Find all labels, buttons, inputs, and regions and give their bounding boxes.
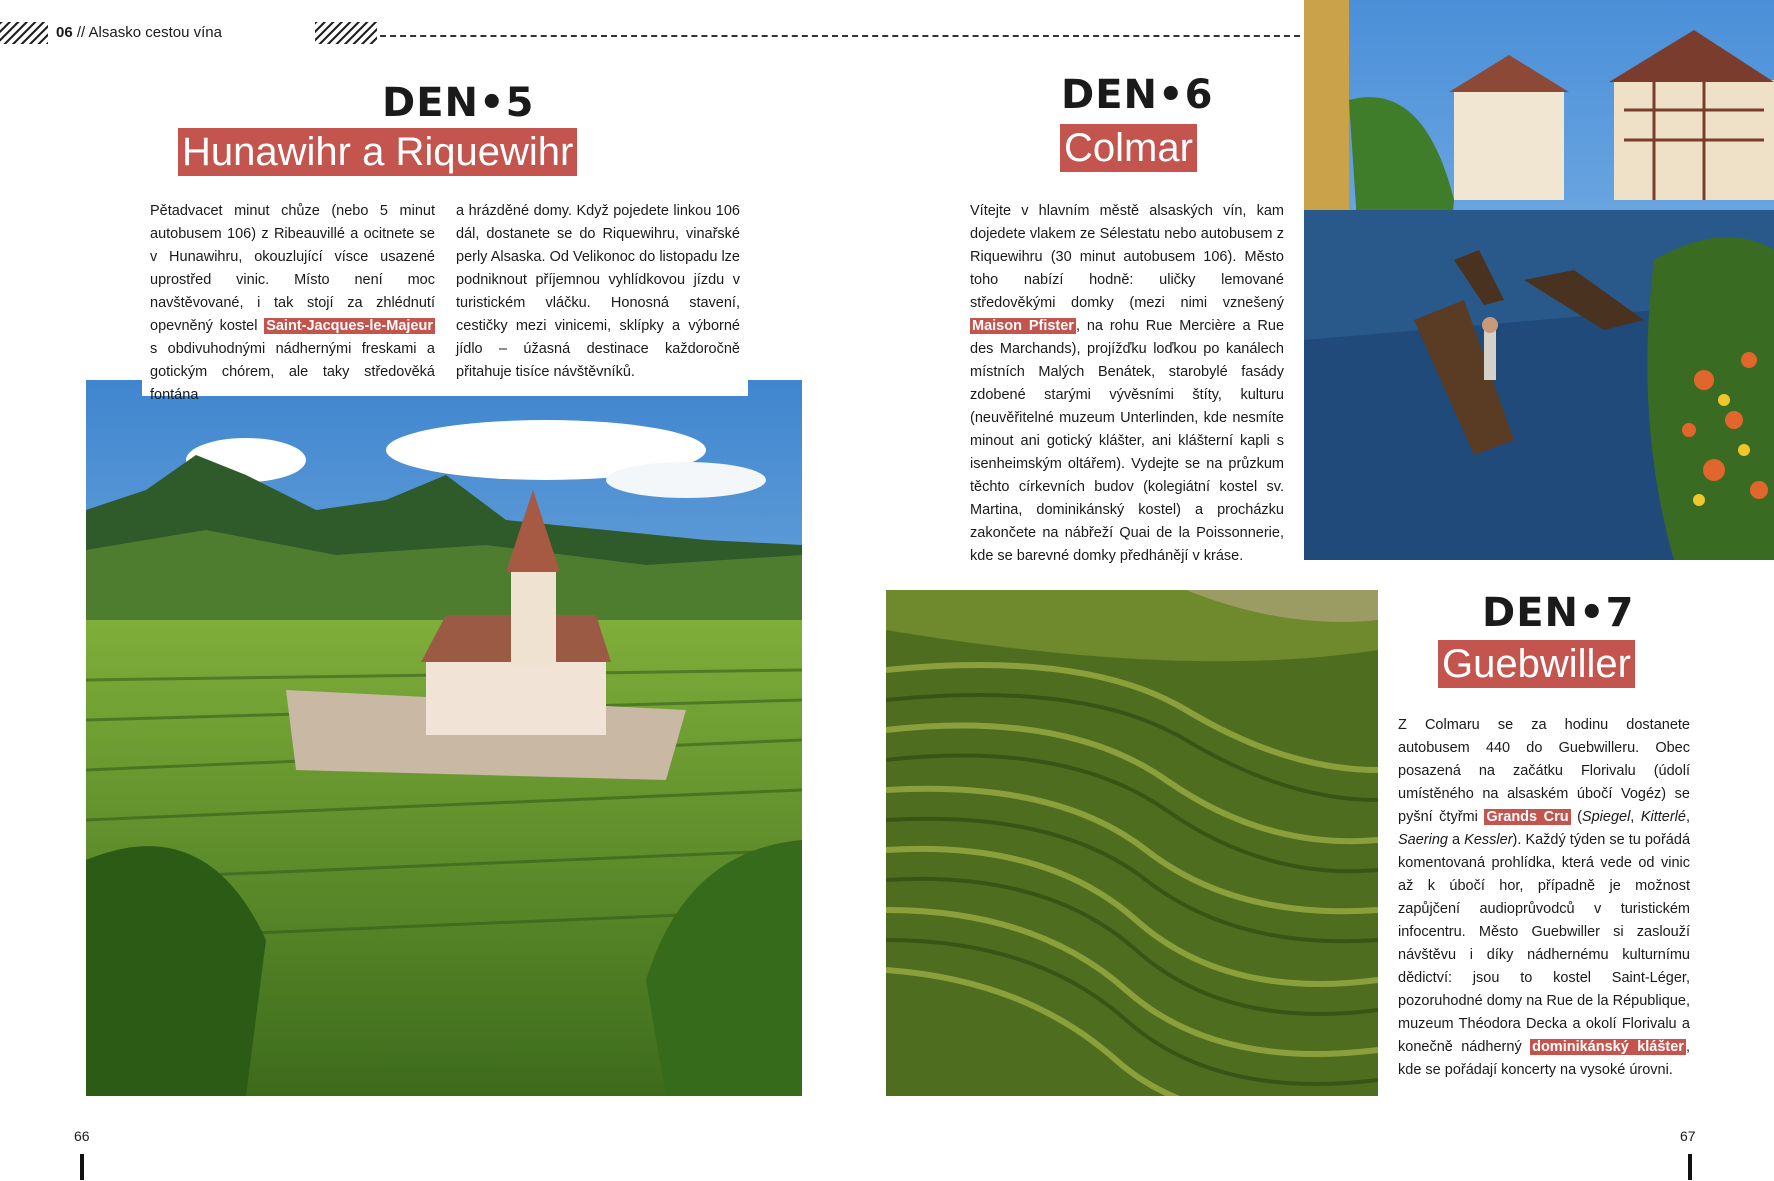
day7-label: DEN•7 [1482, 590, 1635, 636]
day7-text-7: , kde se pořádají koncerty na vysoké úrovni. [1398, 1039, 1690, 1078]
header-separator: // [76, 24, 86, 41]
day5-col2-text: a hrázděné domy. Když pojedete linkou 106 dál, dostanete se do Riquewihru, vinařské perly Alsaska. Od Velikonoc do listopadu lze podniknout příjemnou vyhlídkovou jízdu v turistickém vláčku. Honosná stavení, cestičky mezi vinicemi, sklípky a výborné jídlo – úžasná destinace každoročně přitahuje tisíce návštěvníků. [456, 203, 740, 380]
day7-highlight-dominican: dominikánský klášter [1532, 1039, 1684, 1055]
guebwiller-vineyard-photo [886, 590, 1378, 1096]
header-title: Alsasko cestou vína [88, 24, 222, 41]
day5-place: Hunawihr a Riquewihr [178, 128, 577, 176]
day5-label: DEN•5 [382, 80, 535, 126]
day7-text-2: ( [1570, 809, 1582, 825]
day7-text-5: a [1447, 832, 1465, 848]
day7-wine-saering: Saering [1398, 832, 1448, 848]
header-dashed-rule [380, 35, 1300, 37]
day7-place: Guebwiller [1438, 640, 1635, 688]
header-hatch-right [315, 22, 377, 44]
day6-label: DEN•6 [1061, 72, 1214, 118]
colmar-canal-photo [1304, 0, 1774, 560]
day6-text-a: Vítejte v hlavním městě alsaských vín, kam dojedete vlakem ze Sélestatu nebo autobusem z Riquewihru (30 minut autobusem 106). Město toho nabízí hodně: uličky lemované středověkými domky (mezi nimi vznešený [970, 203, 1284, 311]
header-hatch-left [0, 22, 48, 44]
day5-col1 [150, 200, 435, 407]
day7-text-6: ). Každý týden se tu pořádá komentovaná prohlídka, která vede od vinic až k úbočí hor, případně je možnost zapůjčení audioprůvodců v turistickém infocentru. Město Guebwiller si zaslouží návštěvu i díky nádhernému kulturnímu dědictví: jsou to kostel Saint-Léger, pozoruhodné domy na Rue de la République, muzeum Théodora Decka a okolí Florivalu a konečně nádherný [1398, 832, 1691, 1055]
day6-text [970, 200, 1284, 568]
day7-text [1398, 714, 1690, 1082]
page-bar-right [1688, 1154, 1692, 1180]
day5-col1-text-b: s obdivuhodnými nádhernými freskami a gotickým chórem, ale taky středověká fontána [150, 341, 435, 403]
day6-text-b: , na rohu Rue Mercière a Rue des Marchands), projížďku loďkou po kanálech místních Malých Benátek, starobylé fasády zdobené starými vývěsními štíty, kulturu (neuvěřitelné muzeum Unterlinden, kde nesmíte minout ani gotický klášter, ani klášterní kapli s isenheimským oltářem). Vydejte se na průzkum těchto církevních budov (kolegiátní kostel sv. Martina, dominikánský kostel) a procházku zakončete na nábřeží Quai de la Poissonnerie, kde se barevné domky předhánějí v kráse. [970, 318, 1285, 564]
day6-highlight-maison: Maison Pfister [972, 318, 1074, 334]
day7-wine-spiegel: Spiegel [1581, 809, 1631, 825]
hunawihr-church-photo [86, 380, 802, 1096]
day5-col1-text-a: Pětadvacet minut chůze (nebo 5 minut autobusem 106) z Ribeauvillé a ocitnete se v Hunawihru, okouzlující vísce usazené uprostřed vinic. Místo není moc navštěvované, i tak stojí za zhlédnutí opevněný kostel [150, 203, 435, 334]
day7-highlight-grands-cru: Grands Cru [1486, 809, 1569, 825]
page-number-right: 67 [1680, 1128, 1696, 1144]
day7-wine-kessler: Kessler [1464, 832, 1513, 848]
day7-text-3: , [1630, 809, 1641, 825]
header-page-label: 06 [56, 24, 73, 41]
day5-col2 [456, 200, 740, 384]
page-number-left: 66 [74, 1128, 90, 1144]
page-bar-left [80, 1154, 84, 1180]
day7-wine-kitterle: Kitterlé [1640, 809, 1686, 825]
running-header [56, 24, 222, 42]
day7-text-1: Z Colmaru se za hodinu dostanete autobusem 440 do Guebwilleru. Obec posazená na začátku Florivalu (údolí umístěného na alsaském úbočí Vogéz) se pyšní čtyřmi [1398, 717, 1690, 825]
day7-text-4: , [1685, 809, 1691, 825]
day6-place: Colmar [1060, 124, 1197, 172]
day5-highlight-church: Saint-Jacques-le-Majeur [266, 318, 433, 334]
